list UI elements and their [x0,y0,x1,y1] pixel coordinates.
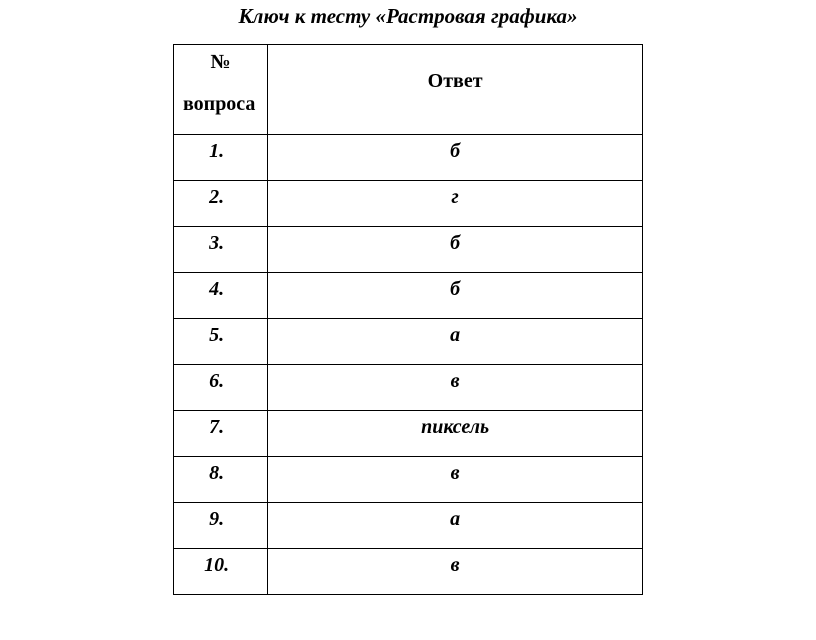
table-row [174,135,643,181]
answer-value: в [450,554,460,576]
header-answer-label: Ответ [427,70,483,92]
question-number: 10. [204,554,230,576]
question-number: 8. [209,462,225,484]
answer-cell [268,227,643,273]
answer-cell [268,549,643,595]
answer-key-table [173,44,643,595]
answer-value: г [451,186,459,208]
answer-value: а [450,508,461,530]
question-number-cell [174,457,268,503]
table-row [174,457,643,503]
answer-value: б [450,140,461,162]
answer-cell [268,273,643,319]
table-row [174,181,643,227]
answer-value: б [450,278,461,300]
table-row [174,503,643,549]
question-number: 4. [209,278,225,300]
answer-cell [268,319,643,365]
answer-value: в [450,370,460,392]
answer-value: пиксель [421,416,490,438]
answer-cell [268,503,643,549]
answer-value: а [450,324,461,346]
answer-cell [268,181,643,227]
header-answer [268,45,643,135]
question-number-cell [174,135,268,181]
table-row [174,319,643,365]
table-row [174,365,643,411]
table-row [174,549,643,595]
question-number-cell [174,273,268,319]
header-question-number [174,45,268,135]
question-number-cell [174,365,268,411]
question-number: 6. [209,370,225,392]
question-number: 2. [209,186,225,208]
answer-value: в [450,462,460,484]
header-number-sign: № [210,51,231,73]
table-row [174,411,643,457]
question-number-cell [174,181,268,227]
table-row [174,273,643,319]
question-number: 7. [209,416,225,438]
answer-cell [268,365,643,411]
answer-value: б [450,232,461,254]
document-title: Ключ к тесту «Растровая графика» [238,4,578,28]
answer-cell [268,135,643,181]
answer-cell [268,411,643,457]
question-number: 1. [209,140,225,162]
question-number-cell [174,549,268,595]
question-number: 9. [209,508,225,530]
table-header-row [174,45,643,135]
question-number-cell [174,227,268,273]
answer-cell [268,457,643,503]
table-row [174,227,643,273]
question-number-cell [174,503,268,549]
question-number: 3. [209,232,225,254]
question-number: 5. [209,324,225,346]
question-number-cell [174,319,268,365]
question-number-cell [174,411,268,457]
header-number-word: вопроса [183,93,256,115]
